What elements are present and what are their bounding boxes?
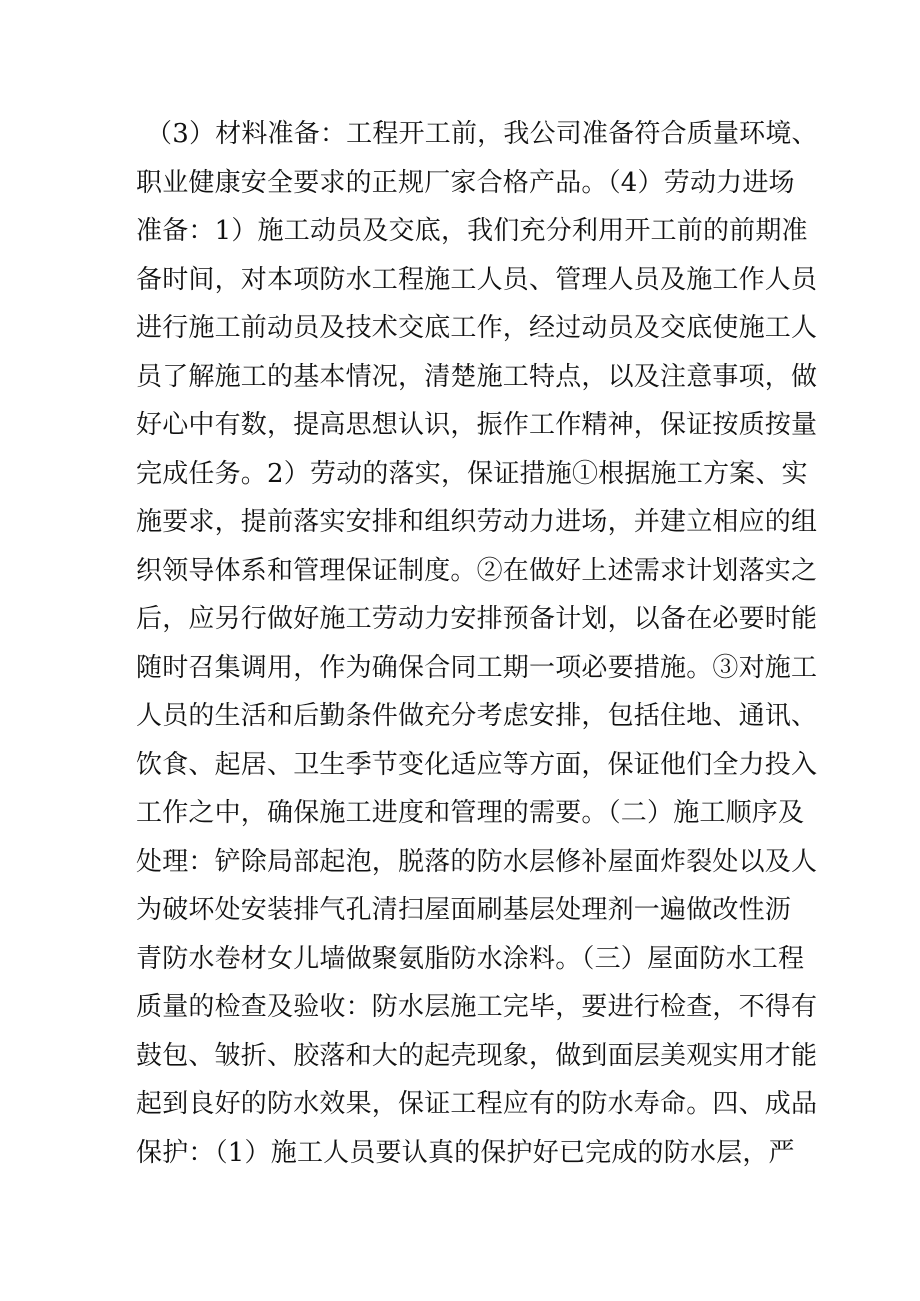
text-line: 随时召集调用，作为确保合同工期一项必要措施。③对施工 xyxy=(136,652,818,683)
text-line: 质量的检查及验收：防水层施工完毕，要进行检查，不得有 xyxy=(136,992,818,1022)
text-line: 处理：铲除局部起泡，脱落的防水层修补屋面炸裂处以及人 xyxy=(136,846,818,877)
text-line: 职业健康安全要求的正规厂家合格产品。（4）劳动力进场 xyxy=(136,167,795,198)
text-line: 准备：1）施工动员及交底，我们充分利用开工前的前期准 xyxy=(136,216,808,246)
text-line: 起到良好的防水效果，保证工程应有的防水寿命。四、成品 xyxy=(136,1089,818,1119)
text-line: 织领导体系和管理保证制度。②在做好上述需求计划落实之 xyxy=(136,555,818,586)
text-line: 好心中有数，提高思想认识，振作工作精神，保证按质按量 xyxy=(136,410,818,440)
text-line: （3）材料准备：工程开工前，我公司准备符合质量环境、 xyxy=(146,119,818,149)
text-line: 人员的生活和后勤条件做充分考虑安排，包括住地、通讯、 xyxy=(136,701,818,731)
text-line: 完成任务。2）劳动的落实，保证措施①根据施工方案、实 xyxy=(136,458,808,489)
text-line: 青防水卷材女儿墙做聚氨脂防水涂料。（三）屋面防水工程 xyxy=(136,943,805,974)
text-line: 进行施工前动员及技术交底工作，经过动员及交底使施工人 xyxy=(136,313,818,343)
text-line: 施要求，提前落实安排和组织劳动力进场，并建立相应的组 xyxy=(136,507,818,537)
text-line: 员了解施工的基本情况，清楚施工特点，以及注意事项，做 xyxy=(136,361,818,392)
text-line: 为破坏处安装排气孔清扫屋面刷基层处理剂一遍做改性沥 xyxy=(136,895,792,925)
text-line: 后，应另行做好施工劳动力安排预备计划，以备在必要时能 xyxy=(136,604,818,634)
text-line: 备时间，对本项防水工程施工人员、管理人员及施工作人员 xyxy=(136,264,818,295)
text-line: 工作之中，确保施工进度和管理的需要。（二）施工顺序及 xyxy=(136,798,805,828)
text-line: 保护：（1）施工人员要认真的保护好已完成的防水层，严 xyxy=(136,1137,795,1168)
text-line: 鼓包、皱折、胶落和大的起壳现象，做到面层美观实用才能 xyxy=(136,1040,818,1071)
body-text xyxy=(136,110,818,1177)
text-line: 饮食、起居、卫生季节变化适应等方面，保证他们全力投入 xyxy=(136,749,818,780)
